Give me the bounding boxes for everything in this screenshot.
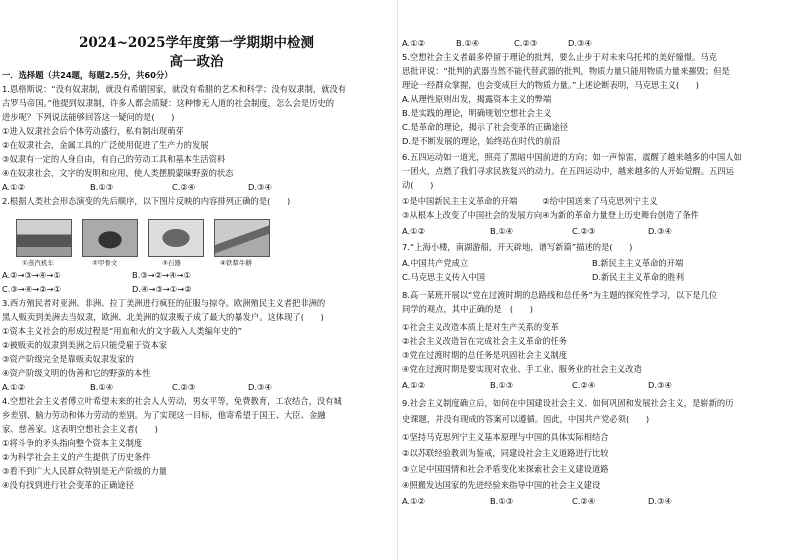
answer-option-c[interactable]: C.②④ bbox=[572, 380, 596, 390]
q4-option-statement: ②为科学社会主义的产生提供了历史条件 bbox=[2, 452, 151, 462]
q9-line: 9.社会主义制度确立后，如何在中国建设社会主义、如何巩固和发展社会主义，是崭新的历 bbox=[402, 398, 734, 408]
answer-option-c[interactable]: C.马克思主义传入中国 bbox=[402, 272, 486, 282]
answer-option-a[interactable]: A.中国共产党成立 bbox=[402, 258, 469, 268]
q8-line: 8.高一某班开展以“党在过渡时期的总路线和总任务”为主题的探究性学习，以下是几位 bbox=[402, 290, 718, 300]
answer-option-b[interactable]: B.①④ bbox=[456, 38, 480, 48]
q8-option-statement: ①社会主义改造本质上是对生产关系的变革 bbox=[402, 322, 559, 332]
oracle-bone-image bbox=[82, 219, 138, 257]
steam-locomotive-image bbox=[16, 219, 72, 257]
answer-option-a[interactable]: A.①② bbox=[2, 182, 26, 192]
answer-option-a[interactable]: A.从理性原则出发，揭露资本主义的弊端 bbox=[402, 94, 552, 104]
q4-option-statement: ③看不到广大人民群众特别是无产阶级的力量 bbox=[2, 466, 168, 476]
answer-option-c[interactable]: C.②④ bbox=[572, 496, 596, 506]
section-heading: 一．选择题（共24题，每题2.5分，共60分） bbox=[2, 70, 173, 80]
q1-option-statement: ③奴隶有一定的人身自由，有自己的劳动工具和基本生活资料 bbox=[2, 154, 226, 164]
stone-tool-image bbox=[148, 219, 204, 257]
exam-subject: 高一政治 bbox=[169, 54, 224, 70]
q4-line: 乡差别、脑力劳动和体力劳动的差别。为了实现这一目标，他寄希望于国王、大臣、金融 bbox=[2, 410, 326, 420]
q8-option-statement: ③党在过渡时期的总任务是巩固社会主义制度 bbox=[402, 350, 568, 360]
q2-picture-row bbox=[16, 219, 276, 267]
answer-option-d[interactable]: D.③④ bbox=[248, 182, 272, 192]
answer-option-d[interactable]: D.是不断发展的理论，始终站在时代的前沿 bbox=[402, 136, 561, 146]
q4-option-statement: ④没有找到进行社会变革的正确途径 bbox=[2, 480, 134, 490]
answer-option-d[interactable]: D.③④ bbox=[568, 38, 592, 48]
q7-line: 7.“上海小楼，南湖游船，开天辟地，谱写新篇”描述的是( ) bbox=[402, 242, 633, 252]
q2-line: 2.根据人类社会形态演变的先后顺序，以下图片反映的内容排列正确的是( ) bbox=[2, 196, 291, 206]
q8-option-statement: ④党在过渡时期是要实现对农业、手工业、服务业的社会主义改造 bbox=[402, 364, 642, 374]
q1-option-statement: ①进入奴隶社会后个体劳动盛行，私有制出现萌芽 bbox=[2, 126, 184, 136]
q5-line: 5.空想社会主义者最多停留于理论的批判，要么止步于对未来乌托邦的美好憧憬。马克 bbox=[402, 52, 717, 62]
q3-option-statement: ①资本主义社会的形成过程是“用血和火的文字载入人类编年史的” bbox=[2, 326, 243, 336]
q1-line: 古罗马帝国。”他提到奴隶制，许多人都会质疑：这种惨无人道的社会制度，怎么会是历史的 bbox=[2, 98, 335, 108]
q1-line: 进步呢？下列说法能够回答这一疑问的是( ) bbox=[2, 112, 175, 122]
q3-option-statement: ②被贩卖的奴隶到美洲之后只能受雇于资本家 bbox=[2, 340, 168, 350]
q1-option-statement: ②在奴隶社会，金属工具的广泛使用促进了生产力的发展 bbox=[2, 140, 209, 150]
answer-option-d[interactable]: D.新民主主义革命的胜利 bbox=[592, 272, 684, 282]
q6-option-statement: ①是中国新民主主义革命的开端 ②给中国送来了马克思列宁主义 bbox=[402, 196, 658, 206]
answer-option-b[interactable]: B.①③ bbox=[490, 380, 514, 390]
answer-option-c[interactable]: C.②③ bbox=[172, 382, 196, 392]
answer-option-c[interactable]: C.是革命的理论，揭示了社会变革的正确途径 bbox=[402, 122, 569, 132]
answer-option-b[interactable]: B.①③ bbox=[490, 496, 514, 506]
answer-option-a[interactable]: A.①② bbox=[402, 496, 426, 506]
q6-option-statement: ③从根本上改变了中国社会的发展方向④为新的革命力量登上历史舞台创造了条件 bbox=[402, 210, 699, 220]
q3-option-statement: ③资产阶级完全是靠贩卖奴隶发家的 bbox=[2, 354, 134, 364]
answer-option-d[interactable]: D.③④ bbox=[648, 496, 672, 506]
exam-title: 2024~2025学年度第一学期期中检测 bbox=[79, 35, 314, 51]
answer-option-d[interactable]: D.③④ bbox=[648, 226, 672, 236]
image-caption: ④铁犁牛耕 bbox=[220, 259, 252, 267]
answer-option-c[interactable]: C.③→④→②→① bbox=[2, 284, 62, 294]
q9-option-statement: ④照搬发达国家的先进经验来指导中国的社会主义建设 bbox=[402, 480, 601, 490]
answer-option-a[interactable]: A.①② bbox=[402, 380, 426, 390]
answer-option-d[interactable]: D.③④ bbox=[648, 380, 672, 390]
answer-option-b[interactable]: B.③→②→④→① bbox=[132, 270, 191, 280]
q4-line: 家、慈善家。这表明空想社会主义者( ) bbox=[2, 424, 158, 434]
answer-option-a[interactable]: A.①② bbox=[402, 226, 426, 236]
q5-line: 理论一经群众掌握，也会变成巨大的物质力量。”上述论断表明，马克思主义( ) bbox=[402, 80, 700, 90]
q6-line: 6.五四运动如一道光，照亮了黑暗中国前进的方向；如一声惊雷，震醒了越来越多的中国人如 bbox=[402, 152, 742, 162]
image-caption: ③石器 bbox=[162, 259, 181, 267]
answer-option-b[interactable]: B.新民主主义革命的开端 bbox=[592, 258, 684, 268]
answer-option-b[interactable]: B.①④ bbox=[490, 226, 514, 236]
answer-option-b[interactable]: B.①④ bbox=[90, 382, 114, 392]
q4-option-statement: ①将斗争的矛头指向整个资本主义制度 bbox=[2, 438, 143, 448]
q3-line: 3.西方殖民者对亚洲、非洲、拉丁美洲进行疯狂的征服与掠夺。欧洲殖民主义者把非洲的 bbox=[2, 298, 326, 308]
q8-option-statement: ②社会主义改造旨在完成社会主义革命的任务 bbox=[402, 336, 568, 346]
q6-line: 一团火，点燃了我们寻求民族复兴的动力。在五四运动中，越来越多的人开始觉醒。五四运 bbox=[402, 166, 734, 176]
answer-option-c[interactable]: C.②③ bbox=[572, 226, 596, 236]
q9-option-statement: ②以苏联经验教训为鉴戒，同建设社会主义道路进行比较 bbox=[402, 448, 609, 458]
answer-option-d[interactable]: D.③④ bbox=[248, 382, 272, 392]
answer-option-c[interactable]: C.②④ bbox=[172, 182, 196, 192]
q9-line: 史课题，并没有现成的答案可以遵循。因此，中国共产党必须( ) bbox=[402, 414, 650, 424]
q3-line: 黑人贩卖到美洲去当奴隶，欧洲、北美洲的奴隶贩子成了最大的暴发户。这体现了( ) bbox=[2, 312, 324, 322]
q5-line: 思批评说：“批判的武器当然不能代替武器的批判，物质力量只能用物质力量来摧毁；但是 bbox=[402, 66, 730, 76]
q6-line: 动( ) bbox=[402, 180, 434, 190]
answer-option-a[interactable]: A.①② bbox=[2, 382, 26, 392]
image-caption: ②甲骨文 bbox=[92, 259, 118, 267]
column-divider bbox=[397, 0, 398, 560]
q3-option-statement: ④资产阶级文明的伪善和它的野蛮的本性 bbox=[2, 368, 151, 378]
q9-option-statement: ①坚持马克思列宁主义基本原理与中国的具体实际相结合 bbox=[402, 432, 609, 442]
q1-line: 1.恩格斯说：“没有奴隶制，就没有希腊国家，就没有希腊的艺术和科学；没有奴隶制，就没有 bbox=[2, 84, 347, 94]
answer-option-a[interactable]: A.②→③→④→① bbox=[2, 270, 61, 280]
q4-line: 4.空想社会主义者傅立叶希望未来的社会人人劳动，男女平等，免费教育，工农结合，没有城 bbox=[2, 396, 342, 406]
iron-plough-image bbox=[214, 219, 270, 257]
answer-option-d[interactable]: D.④→③→①→② bbox=[132, 284, 192, 294]
q9-option-statement: ③立足中国国情和社会矛盾变化来探索社会主义建设道路 bbox=[402, 464, 609, 474]
q1-option-statement: ④在奴隶社会，文字的发明和应用，使人类摆脱蒙昧野蛮的状态 bbox=[2, 168, 234, 178]
answer-option-a[interactable]: A.①② bbox=[402, 38, 426, 48]
answer-option-c[interactable]: C.②③ bbox=[514, 38, 538, 48]
image-caption: ①蒸汽机车 bbox=[22, 259, 54, 267]
answer-option-b[interactable]: B.是实践的理论，明确规划空想社会主义 bbox=[402, 108, 552, 118]
q8-line: 同学的观点，其中正确的是 ( ) bbox=[402, 304, 533, 314]
answer-option-b[interactable]: B.①③ bbox=[90, 182, 114, 192]
